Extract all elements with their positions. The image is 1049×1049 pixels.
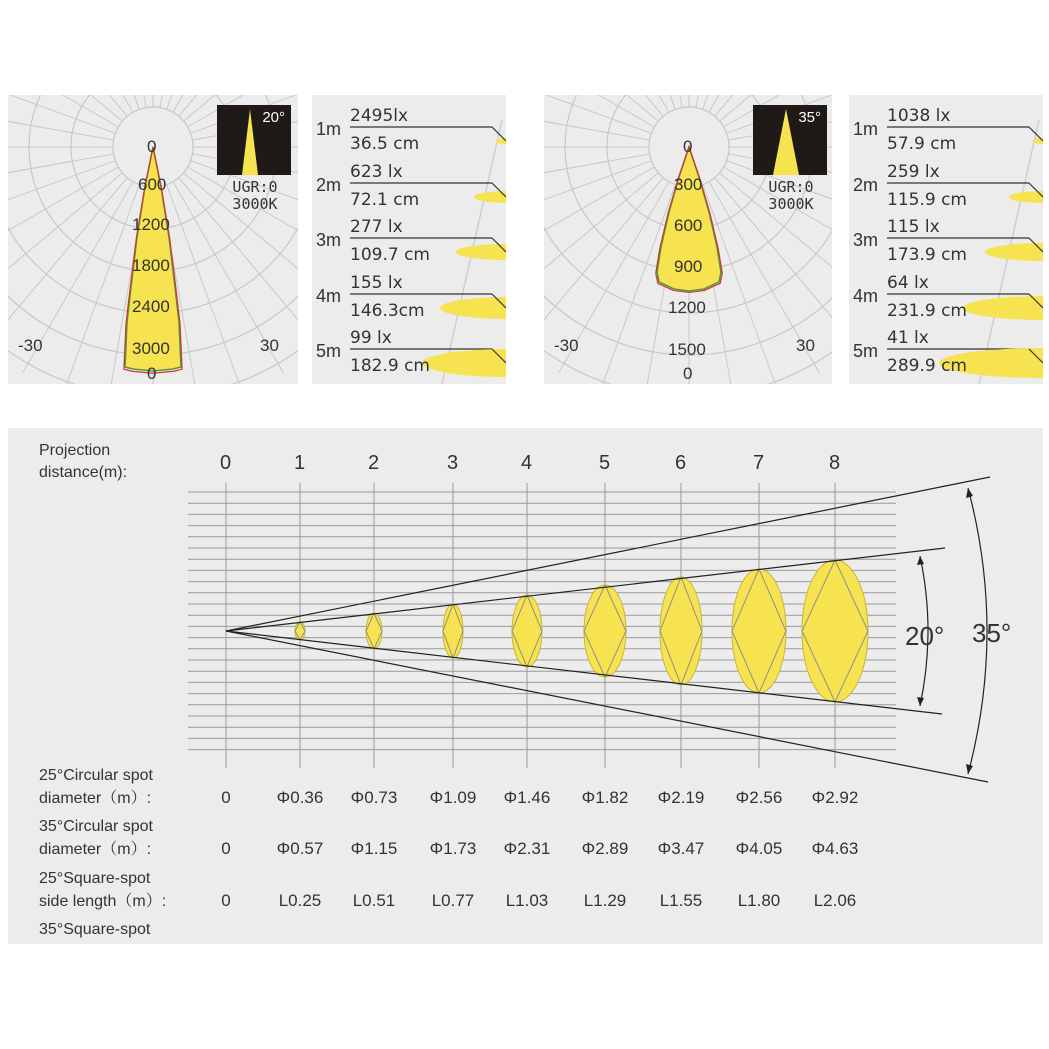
light-spot — [422, 349, 506, 377]
polar-angle-left: -30 — [554, 336, 579, 355]
angle-inner-label: 20° — [905, 621, 945, 651]
polar-zero-label: 0 — [683, 137, 693, 156]
polar-ring-label: 2400 — [132, 297, 170, 316]
table-cell: Φ0.36 — [276, 788, 324, 807]
table-cell: Φ1.15 — [350, 839, 398, 858]
table-cell: Φ3.47 — [657, 839, 705, 858]
polar-chart-20 — [8, 95, 298, 384]
table-cell: Φ1.82 — [581, 788, 629, 807]
polar-ring-label: 1200 — [132, 215, 170, 234]
distance-label: 2 — [368, 452, 380, 474]
spot-size: 36.5 cm — [350, 134, 420, 154]
table-cell: Φ2.89 — [581, 839, 629, 858]
polar-spoke — [8, 95, 122, 121]
spot-size: 109.7 cm — [350, 245, 430, 265]
light-spot — [440, 297, 506, 319]
polar-spoke — [8, 95, 115, 133]
polar-ring-label: 900 — [674, 257, 703, 276]
beam-angle-badge — [753, 105, 827, 175]
polar-angle-left: -30 — [18, 336, 43, 355]
table-cell: Φ0.73 — [350, 788, 398, 807]
lux-value: 155 lx — [350, 273, 403, 293]
projection-title: Projection distance(m): — [39, 442, 128, 481]
table-cell: Φ1.46 — [503, 788, 551, 807]
lux-value: 99 lx — [350, 328, 392, 348]
lux-distance: 1m — [853, 119, 879, 139]
angle-outer-label: 35° — [972, 618, 1012, 648]
distance-label: 8 — [829, 452, 841, 474]
distance-label: 0 — [220, 452, 232, 474]
lux-distance: 2m — [853, 175, 879, 195]
distance-label: 5 — [599, 452, 611, 474]
table-row-label: 35°Square-spot — [39, 921, 151, 938]
ugr-label: UGR:0 3000K — [232, 178, 278, 213]
light-spot — [584, 585, 626, 677]
table-cell: 0 — [221, 839, 231, 858]
table-cell: L0.51 — [352, 891, 396, 910]
polar-bottom-label: 0 — [147, 364, 157, 383]
polar-zero-label: 0 — [147, 137, 157, 156]
polar-spoke — [544, 95, 658, 121]
lux-value: 64 lx — [887, 273, 929, 293]
spot-size: 289.9 cm — [887, 356, 967, 376]
polar-ring-label: 600 — [138, 175, 167, 194]
arrow-head — [917, 697, 924, 706]
light-spots-35 — [849, 95, 1043, 384]
polar-spoke — [544, 95, 651, 133]
light-spot — [295, 622, 305, 640]
badge-angle-label: 20° — [262, 109, 285, 126]
light-spot — [366, 613, 382, 649]
polar-ring-label: 1200 — [668, 298, 706, 317]
table-cell: Φ4.63 — [811, 839, 859, 858]
beam-angle-badge — [217, 105, 291, 175]
polar-spoke — [8, 161, 115, 236]
table-cell: Φ0.57 — [276, 839, 324, 858]
table-cell: Φ4.05 — [735, 839, 783, 858]
spot-size: 173.9 cm — [887, 245, 967, 265]
polar-spoke — [544, 154, 650, 192]
projection-diagram — [8, 428, 1043, 944]
table-row-label: 25°Circular spot diameter（m）: — [39, 767, 153, 807]
table-row-label: 35°Circular spot diameter（m）: — [39, 818, 153, 858]
lux-value: 259 lx — [887, 162, 940, 182]
spot-size: 231.9 cm — [887, 301, 967, 321]
distance-label: 3 — [447, 452, 459, 474]
lux-distance: 5m — [853, 341, 879, 361]
light-spot — [963, 296, 1043, 320]
lux-distance: 3m — [853, 230, 879, 250]
polar-bottom-label: 0 — [683, 364, 693, 383]
table-cell: 0 — [221, 788, 231, 807]
light-spot — [456, 244, 506, 260]
ugr-label: UGR:0 3000K — [768, 178, 814, 213]
light-spot — [985, 243, 1043, 261]
lux-value: 1038 lx — [887, 106, 951, 126]
lux-distance: 5m — [316, 341, 342, 361]
light-spot — [512, 595, 542, 667]
table-row-label: 25°Square-spot side length（m）: — [39, 870, 167, 910]
distance-label: 4 — [521, 452, 533, 474]
spot-size: 182.9 cm — [350, 356, 430, 376]
light-spot — [443, 604, 463, 658]
table-cell: L1.80 — [737, 891, 781, 910]
lux-distance: 2m — [316, 175, 342, 195]
table-cell: L0.25 — [278, 891, 322, 910]
distance-label: 7 — [753, 452, 765, 474]
distance-label: 6 — [675, 452, 687, 474]
table-cell: 0 — [221, 891, 231, 910]
lux-value: 277 lx — [350, 217, 403, 237]
polar-angle-right: 30 — [260, 336, 279, 355]
light-spot — [660, 577, 702, 685]
arrow-head — [966, 764, 973, 774]
lux-value: 41 lx — [887, 328, 929, 348]
polar-spoke — [544, 178, 663, 347]
lux-distance: 1m — [316, 119, 342, 139]
table-cell: Φ2.19 — [657, 788, 705, 807]
light-spot — [802, 560, 868, 702]
badge-angle-label: 35° — [798, 109, 821, 126]
polar-ring-label: 300 — [674, 175, 703, 194]
distance-label: 1 — [294, 452, 306, 474]
lux-value: 2495lx — [350, 106, 409, 126]
table-cell: Φ2.31 — [503, 839, 551, 858]
table-cell: L0.77 — [431, 891, 475, 910]
arrow-head — [917, 556, 924, 565]
lux-value: 623 lx — [350, 162, 403, 182]
lux-value: 115 lx — [887, 217, 940, 237]
polar-angle-right: 30 — [796, 336, 815, 355]
polar-spoke — [544, 161, 651, 236]
arrow-head — [966, 488, 973, 498]
polar-spoke — [8, 178, 127, 347]
polar-spoke — [8, 102, 114, 140]
table-cell: L1.03 — [505, 891, 549, 910]
table-cell: Φ1.73 — [429, 839, 477, 858]
polar-ring-label: 1800 — [132, 256, 170, 275]
light-spot — [1009, 191, 1043, 203]
lux-distance: 4m — [853, 286, 879, 306]
lux-distance: 3m — [316, 230, 342, 250]
polar-spoke — [544, 102, 650, 140]
polar-spoke — [8, 154, 114, 192]
spot-size: 146.3cm — [350, 301, 425, 321]
table-cell: L1.55 — [659, 891, 703, 910]
polar-ring-label: 600 — [674, 216, 703, 235]
spot-size: 72.1 cm — [350, 190, 420, 210]
spot-size: 57.9 cm — [887, 134, 957, 154]
polar-chart-35 — [544, 95, 832, 384]
lux-table-20 — [312, 95, 506, 384]
light-spot — [732, 569, 786, 693]
light-spots-20 — [312, 95, 506, 384]
table-cell: Φ2.92 — [811, 788, 859, 807]
spot-size: 115.9 cm — [887, 190, 967, 210]
lux-distance: 4m — [316, 286, 342, 306]
table-cell: Φ2.56 — [735, 788, 783, 807]
table-cell: L2.06 — [813, 891, 857, 910]
lux-table-35 — [849, 95, 1043, 384]
table-cell: Φ1.09 — [429, 788, 477, 807]
polar-ring-label: 1500 — [668, 340, 706, 359]
table-cell: L1.29 — [583, 891, 627, 910]
polar-ring-label: 3000 — [132, 339, 170, 358]
